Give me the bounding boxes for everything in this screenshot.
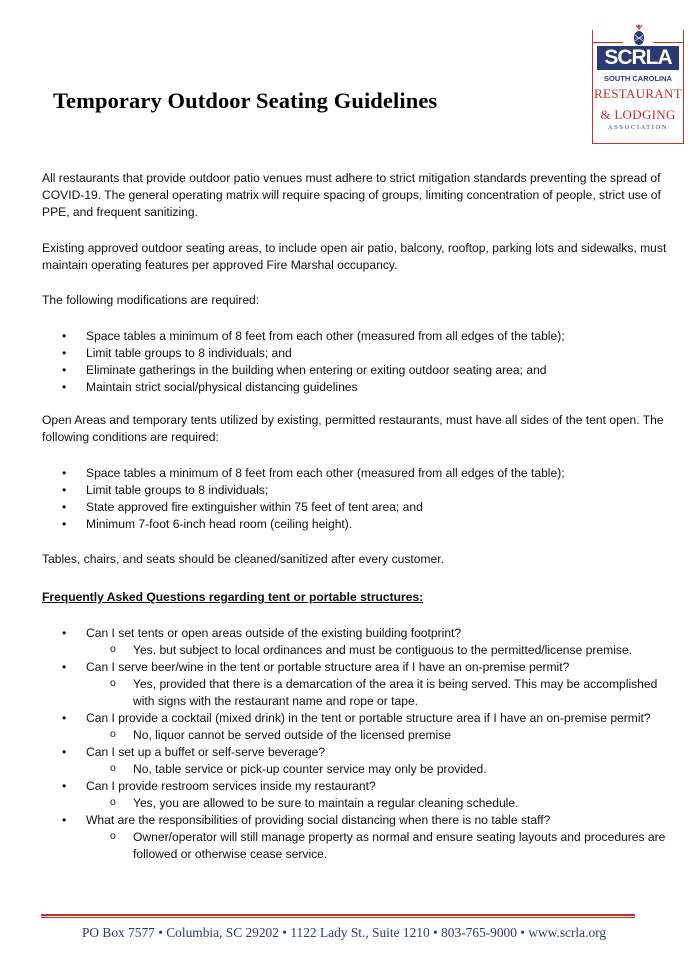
list-item: • State approved fire extinguisher within 75 feet of tent area; and	[62, 499, 662, 516]
faq-answer: o No, liquor cannot be served outside of the licensed premise	[62, 727, 674, 744]
list-item: • Minimum 7-foot 6-inch head room (ceiling height).	[62, 516, 662, 533]
modifications-list	[62, 328, 662, 396]
sanitize-paragraph: Tables, chairs, and seats should be cleaned/sanitized after every customer.	[42, 552, 445, 566]
logo-state-text: SOUTH CAROLINA	[604, 74, 672, 83]
document-title: Temporary Outdoor Seating Guidelines	[53, 88, 438, 113]
faq-heading: Frequently Asked Questions regarding tent or portable structures:	[42, 590, 424, 604]
tents-paragraph: Open Areas and temporary tents utilized by existing, permitted restaurants, must have all sides of the tent open. The following conditions are required:	[42, 413, 664, 444]
faq-question: • Can I provide a cocktail (mixed drink) in the tent or portable structure area if I have an on-premise permit?	[62, 710, 674, 727]
faq-question: • Can I set up a buffet or self-serve beverage?	[62, 744, 674, 761]
logo-restaurant-text: RESTAURANT	[594, 86, 682, 101]
faq-answer: o Yes, provided that there is a demarcation of the area it is being served. This may be accomplished with signs with the restaurant name and rope or tape.	[62, 676, 674, 710]
list-item: • Limit table groups to 8 individuals; and	[62, 345, 662, 362]
faq-answer: o No, table service or pick-up counter service may only be provided.	[62, 761, 674, 778]
list-item: • Limit table groups to 8 individuals;	[62, 482, 662, 499]
faq-question: • What are the responsibilities of providing social distancing when there is no table staff?	[62, 812, 674, 829]
logo-wordmark: SCRLA	[597, 46, 679, 70]
footer-contact: PO Box 7577 • Columbia, SC 29202 • 1122 Lady St., Suite 1210 • 803-765-9000 • www.scrla.org	[81, 925, 607, 940]
pineapple-icon	[631, 24, 647, 46]
faq-question: • Can I provide restroom services inside my restaurant?	[62, 778, 674, 795]
list-item: • Eliminate gatherings in the building when entering or exiting outdoor seating area; and	[62, 362, 662, 379]
logo-border-right	[653, 42, 683, 43]
faq-answer: o Owner/operator will still manage property as normal and ensure seating layouts and procedures are followed or otherwise cease service.	[62, 829, 674, 863]
list-item: • Maintain strict social/physical distancing guidelines	[62, 379, 662, 396]
logo-border-left	[593, 42, 623, 43]
faq-answer: o Yes. but subject to local ordinances and must be contiguous to the permitted/license premise.	[62, 642, 674, 659]
conditions-list	[62, 465, 662, 533]
faq-answer: o Yes, you are allowed to be sure to maintain a regular cleaning schedule.	[62, 795, 674, 812]
logo-lodging-text: & LODGING	[600, 107, 676, 122]
logo-association-text: ASSOCIATION	[607, 124, 669, 131]
faq-question: • Can I serve beer/wine in the tent or portable structure area if I have an on-premise permit?	[62, 659, 674, 676]
footer-divider-thin	[41, 917, 635, 918]
scrla-logo	[592, 30, 684, 144]
modifications-intro: The following modifications are required:	[42, 293, 260, 307]
faq-question: • Can I set tents or open areas outside of the existing building footprint?	[62, 625, 674, 642]
intro-paragraph: All restaurants that provide outdoor patio venues must adhere to strict mitigation standards preventing the spread of COVID-19. The general operating matrix will require spacing of groups, limiting concentration of people, strict use of PPE, and frequent sanitizing.	[42, 171, 661, 219]
list-item: • Space tables a minimum of 8 feet from each other (measured from all edges of the table);	[62, 328, 662, 345]
faq-list	[62, 625, 674, 863]
footer-divider	[41, 914, 635, 916]
list-item: • Space tables a minimum of 8 feet from each other (measured from all edges of the table);	[62, 465, 662, 482]
existing-areas-paragraph: Existing approved outdoor seating areas, to include open air patio, balcony, rooftop, parking lots and sidewalks, must maintain operating features per approved Fire Marshal occupancy.	[42, 241, 667, 272]
